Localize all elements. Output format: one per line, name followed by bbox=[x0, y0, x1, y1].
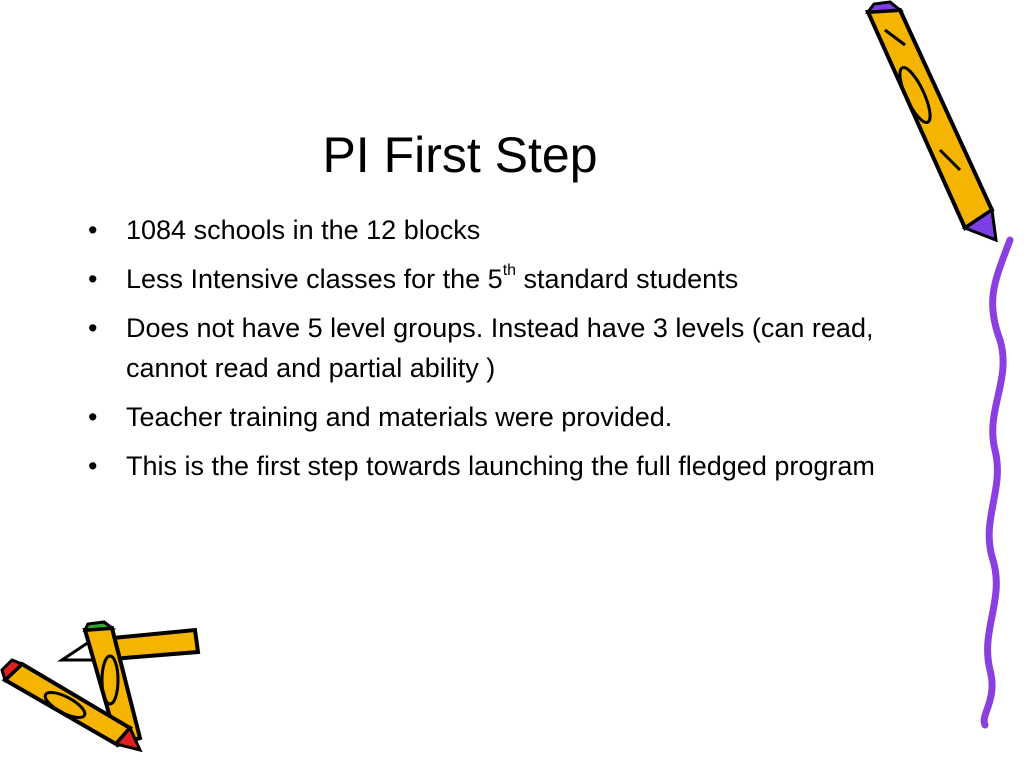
wavy-border-line bbox=[984, 240, 1010, 725]
bullet-list bbox=[88, 210, 928, 495]
bullet-text-before: Less Intensive classes for the 5 bbox=[126, 264, 503, 294]
bullet-item bbox=[88, 259, 928, 299]
bullet-glyph: • bbox=[88, 215, 98, 245]
bullet-text: This is the first step towards launching the full fledged program bbox=[126, 451, 875, 481]
bullet-text: Teacher training and materials were provided. bbox=[126, 402, 673, 432]
bullet-glyph: • bbox=[88, 451, 98, 481]
bullet-glyph: • bbox=[88, 402, 98, 432]
bullet-item bbox=[88, 308, 928, 388]
pencil-icon-bottom-left bbox=[2, 622, 198, 750]
slide-title: PI First Step bbox=[322, 127, 598, 183]
bullet-glyph: • bbox=[88, 264, 98, 294]
bullet-item bbox=[88, 210, 928, 250]
bullet-text-superscript: th bbox=[502, 262, 517, 279]
pencil-icon-top-right bbox=[868, 2, 996, 240]
bullet-glyph: • bbox=[88, 313, 98, 343]
bullet-item bbox=[88, 397, 928, 437]
bullet-text: 1084 schools in the 12 blocks bbox=[126, 215, 481, 245]
bullet-item bbox=[88, 446, 928, 486]
bullet-text: Does not have 5 level groups. Instead have 3 levels (can read, cannot read and partial ability ) bbox=[126, 313, 874, 383]
bullet-text-after: standard students bbox=[516, 264, 739, 294]
